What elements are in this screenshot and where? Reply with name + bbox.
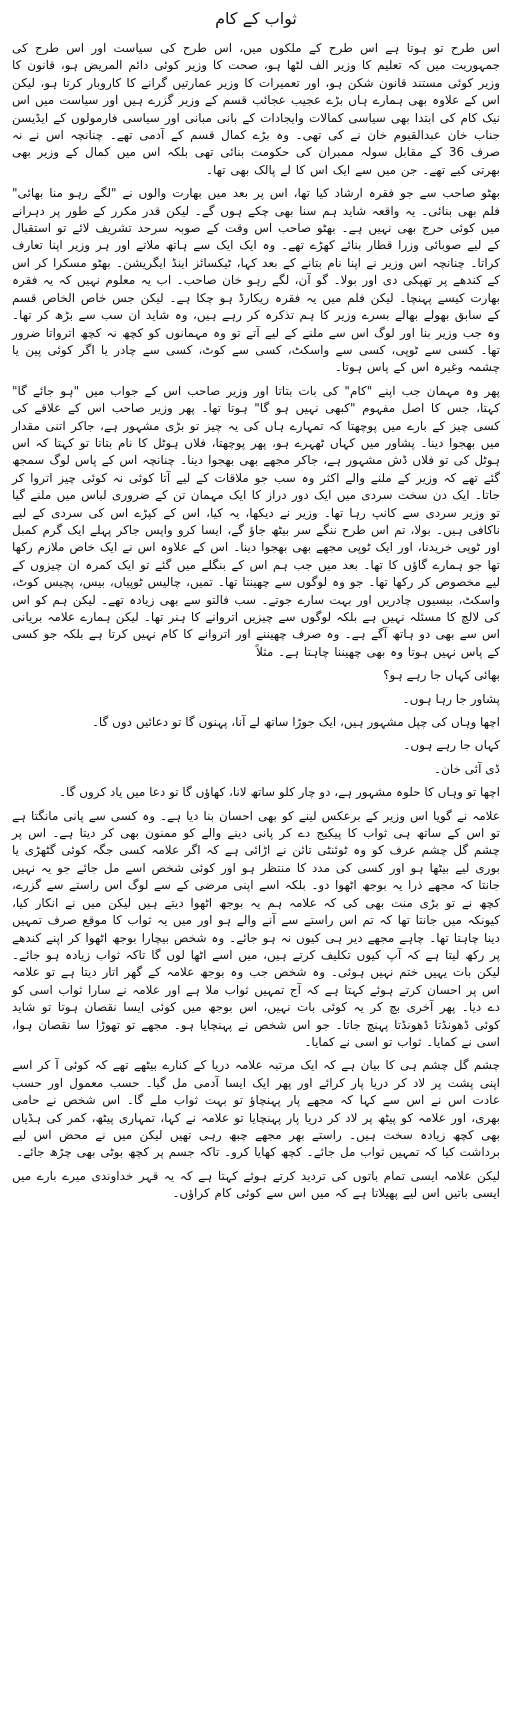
dialogue-line-2: پشاور جا رہا ہوں۔: [402, 691, 500, 706]
dialogue-line-6: اچھا تو وہاں کا حلوہ مشہور ہے، دو چار کلو ساتھ لانا، کھاؤں گا تو دعا میں یاد کروں گا۔: [58, 785, 500, 800]
paragraph-2: بھٹو صاحب سے جو فقرہ ارشاد کیا تھا، اس پر بعد میں بھارت والوں نے "لگے رہو منا بھائی" فلم بھی بنائی۔ یہ واقعہ شاید ہم سنا بھی چکے ہوں گے۔ لیکن قدر مکرر کے طور پر دہرانے میں کوئی حرج بھی نہیں ہے۔ بھٹو صاحب اس وقت کے صوبہ سرحد تشریف لائے تو استقبال کے لیے صوبائی وزرا قطار بنائے کھڑے تھے۔ وہ ایک ایک سے ہاتھ ملاتے اور ہر وزیر اپنا تعارف کراتا۔ چنانچہ اس وزیر نے اپنا نام بتانے کے بعد کہا، ٹیکسائز اینڈ ایگریشن۔ بھٹو مسکرا کر اس کے کندھے پر تھپکی دی اور بولا۔ گو آن، لگے رہو خان صاحب۔ اب یہ معلوم نہیں کہ یہ فقرہ بھارت کیسے پہنچا۔ لیکن فلم میں یہ فقرہ ریکارڈ ہو چکا ہے۔ لیکن جس خاص الخاص قسم کے سابق بھولے بھالے بسرے وزیر کا ہم تذکرہ کر رہے ہیں، وہ شاید ان سب سے بڑھ کر تھا۔ وہ جب وزیر بنا اور لوگ اس سے ملنے کے لیے آتے تو وہ مہمانوں کو کچھ نہ کچھ اترواتا ضرور تھا۔ کسی سے ٹوپی، کسی سے واسکٹ، کسی سے کوٹ، کسی سے چادر یا اگر کوئی پین یا چشمہ وغیرہ اس کے پاس ہوتا۔: [12, 186, 500, 375]
paragraph-1: اس طرح تو ہوتا ہے اس طرح کے ملکوں میں، اس طرح کی سیاست اور اس طرح کی جمہوریت میں کہ تعلیم کا وزیر الف لٹھا ہو، صحت کا وزیر کوئی دائم المریض ہو، قانون کا وزیر کوئی مستند قانون شکن ہو، اور تعمیرات کا وزیر عمارتیں گرانے کا کاروبار کرتا ہو، لیکن اس کے علاوہ بھی ہمارے ہاں بڑے عجیب عجائب قسم کے وزیر گزرے ہیں اور سیاست میں اس نیک کام کی ابتدا بھی سیاسی کمالات وایجادات کے بانی مبانی اور سیاسی فارمولوں کے ایڈیسن جناب خان عبدالقیوم خان نے کی تھی۔ وہ بڑے کمال قسم کے آدمی تھے۔ چنانچہ اس نے نہ صرف 36 کے مقابل سولہ ممبران کی حکومت بنائی تھی بلکہ اس میں کمال کے وزیر بھی بھرتی کیے تھے۔ جن میں سے ایک اس کا لے پالک بھی تھا۔: [12, 41, 500, 177]
article-title: ثواب کے کام: [215, 9, 297, 28]
dialogue-line-3: اچھا وہاں کی چپل مشہور ہیں، ایک جوڑا ساتھ لے آنا، پہنوں گا تو دعائیں دوں گا۔: [91, 715, 500, 730]
dialogue-line-4: کہاں جا رہے ہوں۔: [403, 738, 500, 753]
dialogue-line-1: بھائی کہاں جا رہے ہو؟: [383, 668, 500, 683]
paragraph-5: چشم گل چشم ہی کا بیان ہے کہ ایک مرتبہ علامہ دریا کے کنارے بیٹھے تھے کہ کوئی آ کر اسے اپنی پشت پر لاد کر دریا پار کرائے اور پھر ایک ایسا آدمی مل گیا۔ حسب معمول اور حسب عادت اس نے اس سے کہا کہ مجھے پار پہنچاؤ تو بہت ثواب ملے گا۔ اس شخص نے حامی بھری، اور علامہ کو پیٹھ پر لاد کر دریا پار پہنچایا تو علامہ نے کہا، تمہاری پیٹھ، کمر کی ہڈیاں بھی کچھ زیادہ سخت ہیں۔ راستے بھر مجھے چبھ رہی تھیں لیکن میں نے محض اس لیے برداشت کیا کہ تمہیں ثواب مل جائے۔ کچھ کھایا کرو۔ تاکہ جسم پر کچھ بوٹی بھی چڑھ جائے۔: [12, 1058, 500, 1160]
paragraph-6: لیکن علامہ ایسی تمام باتوں کی تردید کرتے ہوئے کہتا ہے کہ یہ قہر خداوندی میرے بارے میں ایسی باتیں اس لیے پھیلاتا ہے کہ میں اس سے کوئی کام کراؤں۔: [12, 1168, 500, 1201]
dialogue-line-5: ڈی آئی خان۔: [434, 761, 500, 776]
paragraph-4: علامہ نے گویا اس وزیر کے برعکس لینے کو بھی احسان بنا دیا ہے۔ وہ کسی سے پانی مانگتا ہے تو اس کے ساتھ ہی ثواب کا پیکیج دے کر پانی دینے والے کو ممنون بھی کر دیتا ہے۔ اس پر چشم گل چشم عرف کو وہ ٹوئنٹی تائن نے اڑائی ہے کہ اگر علامہ کسی جگہ کوئی گٹھڑی یا بوری لیے بیٹھا ہو اور کسی کی مدد کا منتظر ہو اور کوئی شخص اسے مل جائے جو یہ نہیں جانتا کہ مجھے ذرا یہ بوجھ اٹھوا دو۔ بلکہ اسے اپنی مرضی کے سے لوگ اس راستے سے گزرے، کچھ نے تو بڑی منت بھی کی کہ علامہ ہم یہ بوجھ اٹھوا دیتے ہیں لیکن میں نے انکار کیا، کیونکہ میں جانتا تھا کہ تم اس راستے سے آنے والے ہو اور میں یہ ثواب کا موقع صرف تمہیں دینا چاہتا تھا۔ چاہے مجھے دیر ہی کیوں نہ ہو جائے۔ وہ شخص بیچارا بوجھ اٹھوا کر اپنے کندھے پر رکھ لیتا ہے کہ آپ کیوں تکلیف کرتے ہیں، میں اسے اٹھا لوں گا تاکہ ثواب زیادہ ہو جائے۔ لیکن بات یہیں ختم نہیں ہوئی۔ وہ شخص جب وہ بوجھ علامہ کے گھر اتار دیتا ہے تو علامہ اس پر احسان کرتے ہوئے کہتا ہے کہ آج تمہیں ثواب ملا ہے اور علامہ نے سارا ثواب اسی کو دے دیا۔ پھر آخری بچ کر یہ کوئی بات نہیں، اس بوجھ میں کوئی ایسا نقصان ہوتا تو شاید کوئی ڈھونڈتا ڈھونڈتا پہنچ جاتا۔ جو اس شخص نے پہنچایا ہو۔ مجھے تو تھوڑا سا نقصان ہوا، اسی نے کمایا۔ ثواب تو اسی نے کمایا۔: [12, 808, 500, 1049]
paragraph-3: پھر وہ مہمان جب اپنے "کام" کی بات بتاتا اور وزیر صاحب اس کے جواب میں "ہو جائے گا" کہتا، جس کا اصل مفہوم "کبھی نہیں ہو گا" ہوتا تھا۔ پھر وزیر صاحب اس کے علاقے کی کسی چیز کے بارے میں پوچھتا کہ تمہارے ہاں کی یہ چیز تو بڑی مشہور ہے، جاکر اتنی مقدار میں بھجوا دینا۔ پشاور میں کہاں ٹھہرے ہو، پھر پوچھتا، فلاں ہوٹل کا نام بتاتا تو کہتا کہ اس ہوٹل کی تو فلاں ڈش مشہور ہے، جاکر مجھے بھی بھجوا دینا۔ چنانچہ اس کے پاس لوگ سمجھ گئے تھے کہ وزیر کے ملنے والے اکثر وہ سب جو ملاقات کے لیے آتا کوئی نہ کوئی چیز اتروا کر جاتا۔ ایک دن سخت سردی میں ایک دور دراز کا ایک مہمان تن کے ضروری لباس میں ملنے گیا تو وزیر سردی سے کانپ رہا تھا۔ وزیر نے دیکھا، یہ کیا، اس کے کپڑے اس کی سردی کے لیے ناکافی ہیں۔ بولا، تم اس طرح ننگے سر بیٹھ جاؤ گے، ایسا کرو واپس جاکر پہلے ایک گرم کمبل اور ٹوپی خریدنا، اور ایک ٹوپی مجھے بھی بھجوا دینا۔ اس کے علاوہ اس نے ایک خاص ملازم رکھا تھا جو ہمارے گاؤں کا تھا۔ بعد میں جب ہم اس کے بنگلے میں گئے تو ایک کمرہ ان چیزوں کے لیے مخصوص کر رکھا تھا۔ جو وہ لوگوں سے چھینتا تھا۔ تمیں، چالیس ٹوپیاں، بیس، پچیس کوٹ، واسکٹ، بیسیوں چادریں اور بہت سارے جوتے۔ سب فالتو سے بھی زیادہ تھے۔ لیکن ہم کو اس کی لالچ کا مسئلہ نہیں ہے بلکہ لوگوں سے چیزیں اتروانے کا ہنر تھا۔ لیکن ہمارے علامہ بریانی اس سے بھی دو ہاتھ آگے ہے۔ وہ صرف چھیننے اور اتروانے کا کام نہیں کرتا ہے بلکہ جو کسی کے پاس نہیں ہوتا وہ بھی چھیننا چاہتا ہے۔ مثلاً: [12, 383, 500, 659]
